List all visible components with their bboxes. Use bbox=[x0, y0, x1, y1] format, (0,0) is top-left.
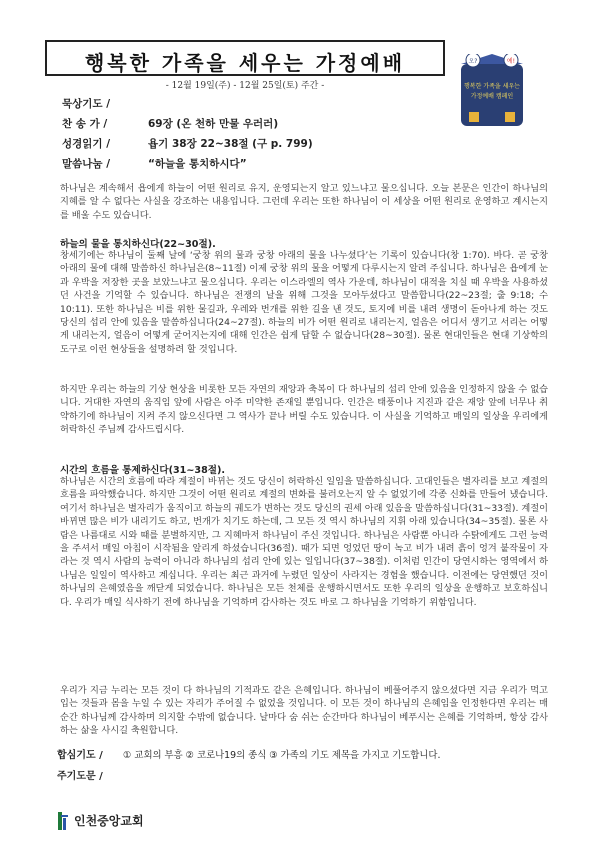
order-label: 찬 송 가 / bbox=[62, 118, 108, 130]
intro-paragraph: 하나님은 계속해서 욥에게 하늘이 어떤 원리로 유지, 운영되는지 알고 있느냐고 물으십니다. 오늘 본문은 인간이 하나님의 지혜를 알 수 없다는 사실을 강조하는 내용입니다. 그런데 우리는 또한 하나님이 이 세상을 어떤 원리로 운영하고 계시는지를 배울 수도 있습니다. bbox=[60, 183, 548, 221]
page-title: 행복한 가족을 세우는 가정예배 bbox=[84, 51, 406, 75]
section2-paragraph-1: 하나님은 시간의 흐름에 따라 계절이 바뀌는 것도 당신이 허락하신 일임을 말씀하십니다. 고대인들은 별자리를 보고 계절의 흐름을 파악했습니다. 하지만 그것이 어떤 원리로 계절의 변화를 불러오는지 알 수 없었기에 각종 신화를 만들어 냈습니다. 여기서 하나님은 별자리가 움직이고 하늘의 궤도가 변하는 것도 당신의 권세 아래 있음을 말씀하십니다(31~33절). 계절이 바뀌면 많은 비가 내리기도 하고, 번개가 치기도 하는데, 그 모든 것 역시 하나님의 지휘 아래 있습니다(34~35절). 물론 사람은 나름대로 시와 때를 분별하지만, 그 지혜마저 하나님이 주신 것입니다. 하나님은 사람뿐 아니라 수탉에게도 그런 능력을 주셔서 매일 아침이 시작됨을 알리게 하셨습니다(36절). 때가 되면 엉었던 땅이 녹고 비가 내려 흙이 엉겨 붙작물이 자라는 것 역시 사람의 능력이 아니라 하나님의 섭리 안에 있는 일입니다(37~38절). 이처럼 인간이 당연시하는 영역에서 하나님은 일일이 역사하고 계십니다. 우리는 최근 과거에 누렸던 일상이 사라지는 경험을 했습니다. 이전에는 당연했던 것이 하나님의 은혜였음을 깨닫게 되었습니다. 하나님은 모든 천체를 운행하시면서도 또한 우리의 일상을 운행하고 보호하십니다. 우리가 매일 식사하기 전에 하나님을 기억하며 감사하는 것도 바로 그 하나님을 기억하기 위함입니다. bbox=[60, 476, 548, 608]
order-value: 69장 (온 천하 만물 우러러) bbox=[148, 118, 279, 130]
order-label: 말씀나눔 / bbox=[62, 158, 111, 170]
order-item-sermon bbox=[62, 156, 247, 171]
section1-paragraph-1: 창세기에는 하나님이 둘째 날에 ‘궁창 위의 물과 궁창 아래의 물을 나누셨다’는 기록이 있습니다(창 1:70). 바다. 곧 궁창 아래의 물에 대해 말씀하신 하나님은(8~11절) 이제 궁창 위의 물을 어떻게 다루시는지 알려 주십니다. 하나님은 욥에게 눈과 우박을 저장한 곳을 보았느냐고 물으십니다. 우리는 이스라엘의 역사 가운데, 하나님이 대적을 치실 때 우박을 사용하셨던 사건을 기억할 수 있습니다. 하나님은 전쟁의 날을 위해 그것을 모아두셨다고 말씀합니다(22~23절; 출 9:18; 수 10:11). 또한 하나님은 비를 위한 물길과, 우레와 번개를 위한 길을 낸 것도, 토지에 비를 내려 생명이 돋아나게 하는 것도 당신의 섭리 안에 있음을 말씀하십니다(24~27절). 하늘의 비가 어떤 원리로 내리는지, 얼음은 어디서 생기고 서리는 어떻게 내리는지, 얼음이 어떻게 굳어지는지에 대해 인간은 쉽게 답할 수 없습니다(28~30절). 물론 현대인들은 현대 기상학의 도구로 이런 현상들을 설명하려 할 것입니다. bbox=[60, 250, 548, 355]
section2-paragraph-2: 우리가 지금 누리는 모든 것이 다 하나님의 기적과도 같은 은혜입니다. 하나님이 베풀어주지 않으셨다면 지금 우리가 먹고 입는 것들과 몸을 누일 수 있는 자리가 주어질 수 없었을 것입니다. 이 모든 것이 하나님의 은혜임을 인정한다면 우리는 매순간 하나님께 감사하며 의지할 수밖에 없습니다. 날마다 숨 쉬는 순간마다 하나님이 베푸시는 은혜를 기억하며, 항상 감사하는 삶을 사시길 축원합니다. bbox=[60, 685, 548, 737]
closing-label: 합심기도 / bbox=[57, 750, 103, 761]
order-label: 묵상기도 / bbox=[62, 98, 111, 110]
order-item-hymn bbox=[62, 116, 278, 131]
order-item-scripture bbox=[62, 136, 313, 151]
closing-label: 주기도문 / bbox=[57, 771, 103, 782]
order-value: 욥기 38장 22~38절 (구 p. 799) bbox=[148, 138, 313, 150]
order-value: “하늘을 통치하시다” bbox=[148, 158, 247, 170]
badge-bubble-2: 예! bbox=[506, 58, 516, 65]
church-logo-icon bbox=[58, 812, 70, 830]
closing-value: ① 교회의 부흥 ② 코로나19의 종식 ③ 가족의 기도 제목을 가지고 기도합니다. bbox=[123, 750, 441, 761]
section2-heading: 시간의 흐름을 통제하신다(31~38절). bbox=[60, 465, 226, 476]
badge-text-1: 행복한 가족을 세우는 bbox=[464, 83, 520, 90]
church-name: 인천중앙교회 bbox=[74, 814, 144, 828]
badge-bubble-1: 오? bbox=[468, 58, 478, 65]
order-label: 성경읽기 / bbox=[62, 138, 111, 150]
section1-paragraph-2: 하지만 우리는 하늘의 기상 현상을 비롯한 모든 자연의 재앙과 축복이 다 하나님의 섭리 안에 있음을 인정하지 않을 수 없습니다. 거대한 자연의 움직임 앞에 사람은 아주 미약한 존재일 뿐입니다. 인간은 태풍이나 지진과 같은 재앙 앞에 너무나 취약하기에 하나님이 지켜 주지 않으신다면 그 역사가 끝나 버릴 수도 있습니다. 이 사실을 기억하고 매일의 일상을 우리에게 허락하신 주님께 감사드립시다. bbox=[60, 384, 548, 436]
title-box bbox=[45, 40, 445, 76]
date-range: - 12월 19일(주) - 12월 25일(토) 주간 - bbox=[165, 81, 325, 91]
section1-heading: 하늘의 물을 통치하신다(22~30절). bbox=[60, 239, 216, 250]
closing-prayer bbox=[57, 746, 440, 761]
badge-text-2: 가정예배 캠페인 bbox=[470, 93, 514, 100]
campaign-badge-icon bbox=[451, 54, 531, 130]
lords-prayer bbox=[57, 767, 123, 782]
order-item-meditation bbox=[62, 96, 148, 111]
